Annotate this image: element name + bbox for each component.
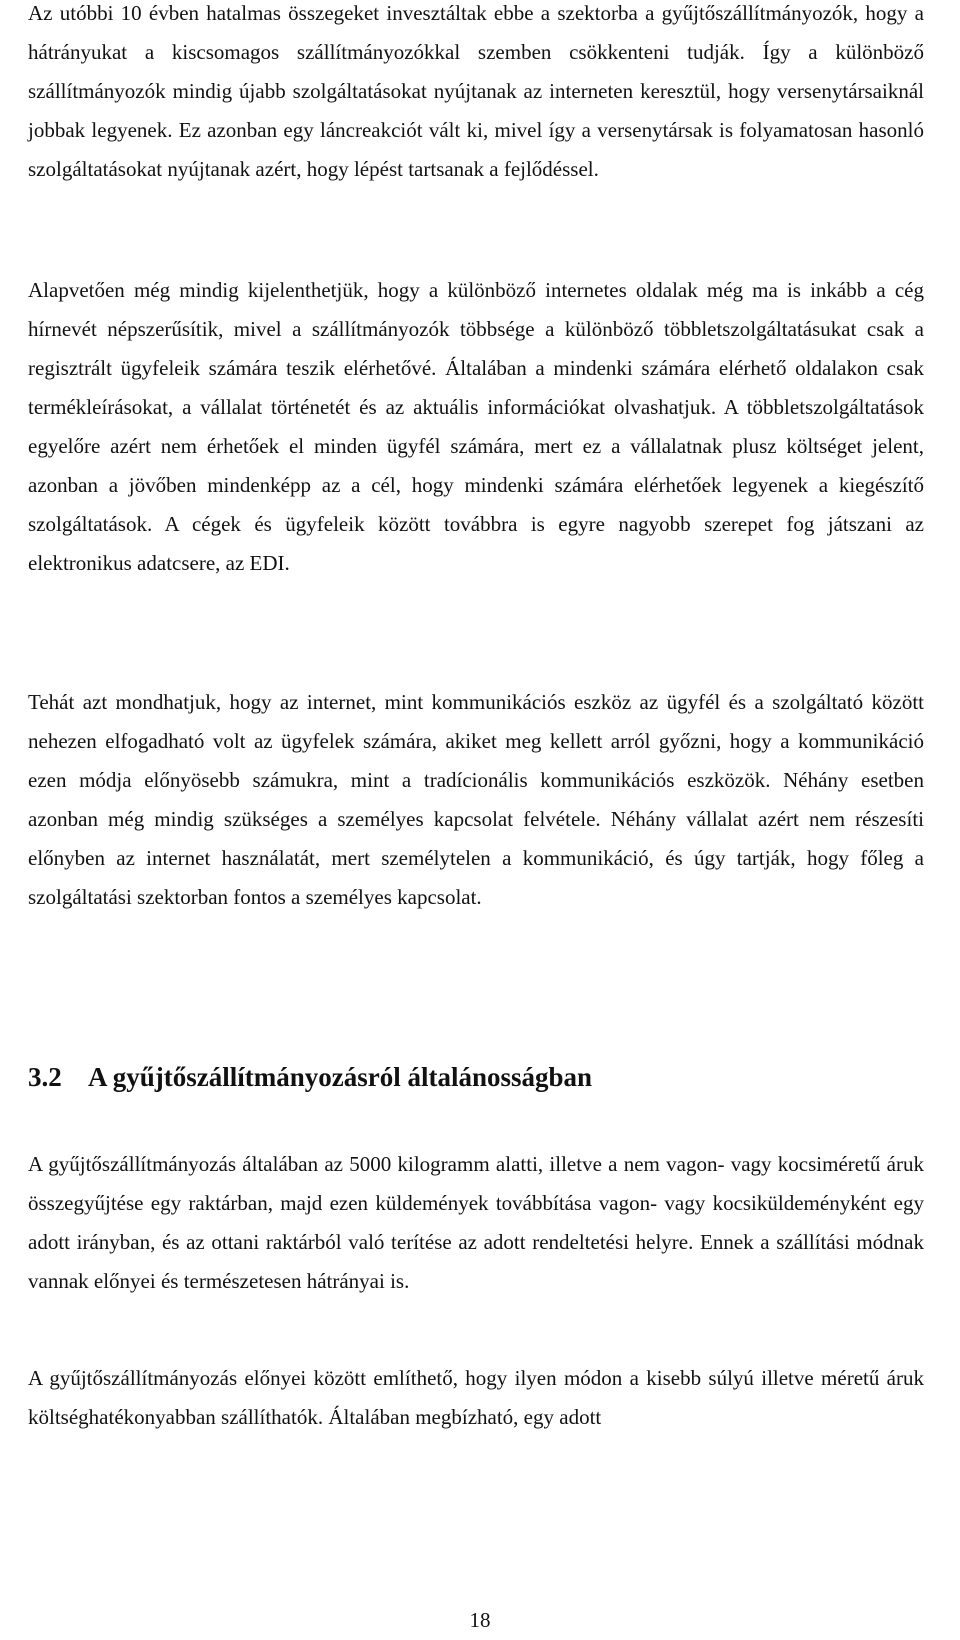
- page-number: 18: [469, 1608, 491, 1632]
- body-paragraph-1: Az utóbbi 10 évben hatalmas összegeket invesztáltak ebbe a szektorba a gyűjtőszállítmányozók, hogy a hátrányukat a kiscsomagos szállítmányozókkal szemben csökkenteni tudják. Így a különböző szállítmányozók mindig újabb szolgáltatásokat nyújtanak az interneten keresztül, hogy versenytársaiknál jobbak legyenek. Ez azonban egy láncreakciót vált ki, mivel így a versenytársak is folyamatosan hasonló szolgáltatásokat nyújtanak azért, hogy lépést tartsanak a fejlődéssel.: [28, 1, 924, 181]
- section-paragraph-1: A gyűjtőszállítmányozás általában az 5000 kilogramm alatti, illetve a nem vagon- vagy kocsiméretű áruk összegyűjtése egy raktárban, majd ezen küldemények továbbítása vagon- vagy kocsiküldeményként egy adott irányban, és az ottani raktárból való terítése az adott rendeltetési helyre. Ennek a szállítási módnak vannak előnyei és természetesen hátrányai is.: [28, 1152, 924, 1293]
- section-heading: [28, 1057, 924, 1097]
- body-paragraph-3: Tehát azt mondhatjuk, hogy az internet, mint kommunikációs eszköz az ügyfél és a szolgáltató között nehezen elfogadható volt az ügyfelek számára, akiket meg kellett arról győzni, hogy a kommunikáció ezen módja előnyösebb számukra, mint a tradícionális kommunikációs eszközök. Néhány esetben azonban még mindig szükséges a személyes kapcsolat felvétele. Néhány vállalat azért nem részesíti előnyben az internet használatát, mert személytelen a kommunikáció, és úgy tartják, hogy főleg a szolgáltatási szektorban fontos a személyes kapcsolat.: [28, 690, 924, 909]
- section-paragraph-2: A gyűjtőszállítmányozás előnyei között említhető, hogy ilyen módon a kisebb súlyú illetve méretű áruk költséghatékonyabban szállíthatók. Általában megbízható, egy adott: [28, 1366, 924, 1429]
- section-title: A gyűjtőszállítmányozásról általánosságban: [88, 1062, 593, 1092]
- section-number: 3.2: [28, 1062, 62, 1092]
- body-paragraph-2: Alapvetően még mindig kijelenthetjük, hogy a különböző internetes oldalak még ma is inkább a cég hírnevét népszerűsítik, mivel a szállítmányozók többsége a különböző többletszolgáltatásukat csak a regisztrált ügyfeleik számára teszik elérhetővé. Általában a mindenki számára elérhető oldalakon csak termékleírásokat, a vállalat történetét és az aktuális információkat olvashatjuk. A többletszolgáltatások egyelőre azért nem érhetőek el minden ügyfél számára, mert ez a vállalatnak plusz költséget jelent, azonban a jövőben mindenképp az a cél, hogy mindenki számára elérhetőek legyenek a kiegészítő szolgáltatások. A cégek és ügyfeleik között továbbra is egyre nagyobb szerepet fog játszani az elektronikus adatcsere, az EDI.: [28, 278, 924, 575]
